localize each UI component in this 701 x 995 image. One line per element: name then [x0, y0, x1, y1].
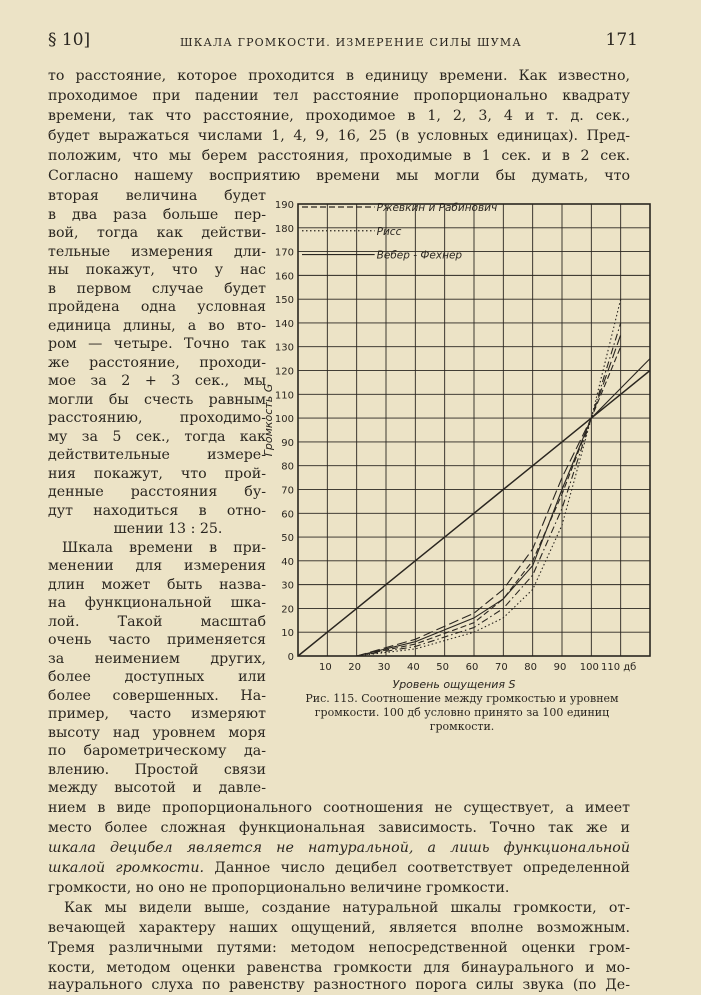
running-header [48, 30, 638, 56]
y-tick-label: 10 [281, 628, 294, 639]
y-tick-label: 80 [281, 462, 294, 473]
text-line: проходимое при падении тел расстояние пропорционально квадрату [48, 86, 630, 106]
text-line: ния покажут, что прой- [48, 464, 266, 484]
text-line: пример, часто измеряют [48, 704, 266, 724]
x-tick-label: 90 [554, 662, 567, 673]
text-line: ны покажут, что у нас [48, 260, 266, 280]
x-tick-label: 100 [580, 662, 599, 673]
text-line: вой, тогда как действи- [48, 223, 266, 243]
text-line: более доступных или [48, 667, 266, 687]
text-line-italic: шкала децибел является не натуральной, а лишь функциональной [48, 838, 630, 858]
text-line: Тремя различными путями: методом непосредственной оценки гром- [48, 938, 630, 958]
x-tick-label: 50 [436, 662, 449, 673]
text-line: дут находиться в отно- [48, 501, 266, 521]
text-line: наурального слуха по равенству разностного порога силы звука (по Де- [48, 975, 630, 995]
text-line: более совершенных. На- [48, 686, 266, 706]
x-tick-label: 40 [407, 662, 420, 673]
y-tick-label: 150 [275, 295, 294, 306]
y-tick-label: 40 [281, 557, 294, 568]
y-tick-label: 60 [281, 509, 294, 520]
y-tick-label: 90 [281, 438, 294, 449]
text-line: положим, что мы берем расстояния, проходимые в 1 сек. и в 2 сек. [48, 146, 630, 166]
text-line: громкости, но оно не пропорционально величине громкости. [48, 878, 630, 898]
text-line: шении 13 : 25. [70, 519, 266, 539]
text-line: Согласно нашему восприятию времени мы могли бы думать, что [48, 166, 630, 186]
text-line: лой. Такой масштаб [48, 612, 266, 632]
text-line: очень часто применяется [48, 630, 266, 650]
text-line-mixed [48, 858, 630, 878]
italic-span: шкалой громкости. [48, 860, 204, 876]
text-line: вечающей характеру наших ощущений, является вполне возможным. [48, 918, 630, 938]
text-line: нием в виде пропорционального соотношения не существует, а имеет [48, 798, 630, 818]
x-tick-label: 70 [495, 662, 508, 673]
y-tick-label: 160 [275, 271, 294, 282]
section-number: § 10] [48, 30, 90, 50]
text-line: могли бы счесть равным [48, 390, 266, 410]
text-line: му за 5 сек., тогда как [48, 427, 266, 447]
legend-label: Вебер - Фехнер [377, 250, 463, 262]
y-tick-label: 100 [275, 414, 294, 425]
y-tick-label: 20 [281, 604, 294, 615]
text-line: по барометрическому да- [48, 741, 266, 761]
series-line [357, 299, 621, 656]
loudness-chart-svg [254, 190, 694, 700]
text-line: высоту над уровнем моря [48, 723, 266, 743]
loudness-chart [254, 190, 694, 700]
legend-label: Ржевкин и Рабинович [377, 202, 498, 214]
y-tick-label: 30 [281, 581, 294, 592]
text-line: за неимением других, [48, 649, 266, 669]
text-line: в два раза больше пер- [48, 205, 266, 225]
x-tick-label: 30 [378, 662, 391, 673]
text-line: то расстояние, которое проходится в единицу времени. Как известно, [48, 66, 630, 86]
y-tick-label: 140 [275, 319, 294, 330]
text-line: вторая величина будет [48, 186, 266, 206]
y-tick-label: 120 [275, 367, 294, 378]
y-tick-label: 70 [281, 485, 294, 496]
text-line: Шкала времени в при- [62, 538, 266, 558]
x-tick-label: 10 [319, 662, 332, 673]
text-line: будет выражаться числами 1, 4, 9, 16, 25 (в условных единицах). Пред- [48, 126, 630, 146]
text-line: в первом случае будет [48, 279, 266, 299]
text-line: пройдена одна условная [48, 297, 266, 317]
text-line: место более сложная функциональная зависимость. Точно так же и [48, 818, 630, 838]
x-axis-label: Уровень ощущения S [392, 678, 515, 691]
text-line: единица длины, а во вто- [48, 316, 266, 336]
x-tick-label: 20 [348, 662, 361, 673]
text-span: Данное число децибел соответствует определенной [204, 860, 630, 876]
legend-label: Рисс [377, 226, 402, 238]
text-line: времени, так что расстояние, проходимое в 1, 2, 3, 4 и т. д. сек., [48, 106, 630, 126]
y-tick-label: 130 [275, 343, 294, 354]
text-line: мое за 2 + 3 сек., мы [48, 371, 266, 391]
text-line: же расстояние, проходи- [48, 353, 266, 373]
y-axis-label: Громкость G [262, 384, 275, 456]
figure-caption: Рис. 115. Соотношение между громкостью и уровнем громкости. 100 дб условно принято за 100 единиц громкости. [282, 692, 642, 734]
x-tick-label: 110 дб [601, 662, 636, 673]
text-line: на функциональной шка- [48, 593, 266, 613]
text-line: кости, методом оценки равенства громкости для бинаурального и мо- [48, 958, 630, 978]
text-line: расстоянию, проходимо- [48, 408, 266, 428]
y-tick-label: 110 [275, 390, 294, 401]
y-tick-label: 170 [275, 248, 294, 259]
text-line: менении для измерения [48, 556, 266, 576]
text-line: денные расстояния бу- [48, 482, 266, 502]
text-line: между высотой и давле- [48, 778, 266, 798]
page-number: 171 [606, 30, 638, 50]
text-line: тельные измерения дли- [48, 242, 266, 262]
text-line: ром — четыре. Точно так [48, 334, 266, 354]
text-line: влению. Простой связи [48, 760, 266, 780]
text-line: действительные измере- [48, 445, 266, 465]
y-tick-label: 190 [275, 200, 294, 211]
y-tick-label: 50 [281, 533, 294, 544]
text-line: длин может быть назва- [48, 575, 266, 595]
y-tick-label: 0 [288, 652, 294, 663]
x-tick-label: 60 [466, 662, 479, 673]
text-line: Как мы видели выше, создание натуральной шкалы громкости, от- [64, 898, 630, 918]
y-tick-label: 180 [275, 224, 294, 235]
x-tick-label: 80 [524, 662, 537, 673]
running-title: ШКАЛА ГРОМКОСТИ. ИЗМЕРЕНИЕ СИЛЫ ШУМА [180, 36, 522, 49]
